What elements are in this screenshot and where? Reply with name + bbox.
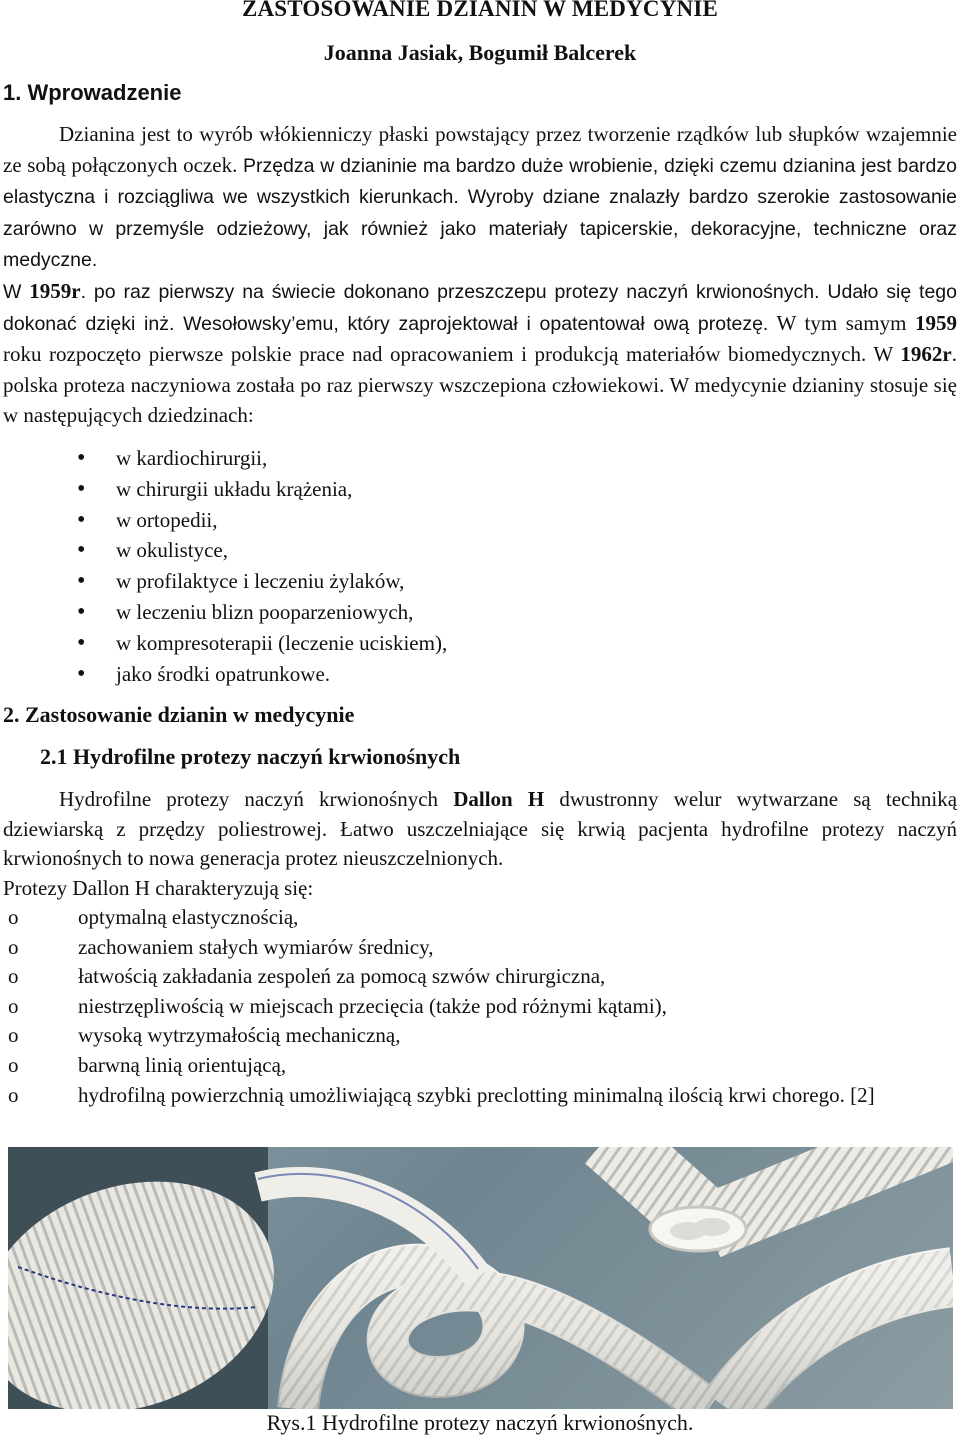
dallon-h-bold: Dallon H bbox=[453, 787, 545, 811]
authors-text: Joanna Jasiak, Bogumił Balcerek bbox=[323, 40, 637, 65]
year-1962r: 1962r bbox=[900, 342, 952, 367]
list-item: o barwną linią orientującą, bbox=[3, 1051, 913, 1081]
intro-text-d1: W tym samym bbox=[768, 310, 915, 335]
circle-bullet-icon: o bbox=[8, 964, 19, 989]
year-1959: 1959 bbox=[914, 310, 957, 335]
circle-bullet-icon: o bbox=[8, 934, 19, 959]
properties-list bbox=[3, 903, 913, 1110]
intro-text-a: Dzianina jest to wyrób włókienniczy płaski powstający przez tworzenie rządków lub słupków wzajemnie ze sobą połączonych oczek. bbox=[3, 122, 957, 177]
dallon-text-a2: dwustronny welur wytwarzane są techniką dziewiarską z przędzy poliestrowej. Łatwo uszczelniające się krwią pacjenta hydrofilne protezy naczyń krwionośnych to nowa generacja protez nieuszczelnionych. bbox=[3, 787, 958, 871]
prostheses-illustration bbox=[8, 1147, 953, 1409]
section-2-1-heading: 2.1 Hydrofilne protezy naczyń krwionośnych bbox=[40, 744, 461, 769]
circle-bullet-icon: o bbox=[8, 1082, 19, 1107]
circle-bullet-icon: o bbox=[8, 993, 19, 1018]
section-1-heading: 1. Wprowadzenie bbox=[3, 80, 182, 105]
figure-caption: Rys.1 Hydrofilne protezy naczyń krwionośnych. bbox=[266, 1410, 694, 1435]
vascular-prostheses-photo bbox=[8, 1147, 953, 1409]
circle-bullet-icon: o bbox=[8, 1052, 19, 1077]
year-1959r: 1959r bbox=[29, 278, 81, 303]
list-item: • w ortopedii, bbox=[3, 505, 903, 536]
list-item: o wysoką wytrzymałością mechaniczną, bbox=[3, 1021, 913, 1051]
list-item: • w chirurgii układu krążenia, bbox=[3, 474, 903, 505]
dallon-text-a1: Hydrofilne protezy naczyń krwionośnych bbox=[59, 787, 454, 811]
circle-bullet-icon: o bbox=[8, 905, 19, 929]
applications-list bbox=[3, 443, 903, 689]
document-title: ZASTOSOWANIE DZIANIN W MEDYCYNIE bbox=[241, 0, 719, 21]
intro-text-d2: roku rozpoczęto pierwsze polskie prace nad opracowaniem i produkcją materiałów biomedycznych. W bbox=[3, 342, 901, 367]
section-2-heading: 2. Zastosowanie dzianin w medycynie bbox=[3, 702, 355, 727]
intro-text-c1: W bbox=[3, 280, 30, 303]
list-item: o hydrofilną powierzchnią umożliwiającą szybki preclotting minimalną ilością krwi chorego. [2] bbox=[3, 1081, 913, 1111]
list-item: o zachowaniem stałych wymiarów średnicy, bbox=[3, 933, 913, 963]
circle-bullet-icon: o bbox=[8, 1023, 19, 1048]
section-2-1-text bbox=[3, 785, 957, 903]
section-1-intro bbox=[3, 119, 957, 431]
list-item: • w okulistyce, bbox=[3, 535, 903, 566]
list-item: o optymalną elastycznością, bbox=[3, 903, 913, 933]
list-item: o niestrzępliwością w miejscach przecięcia (także pod różnymi kątami), bbox=[3, 992, 913, 1022]
intro-text-b: Przędza w dzianinie ma bardzo duże wrobienie, dzięki czemu dzianina jest bardzo elastyczna i rozciągliwa we wszystkich kierunkach. Wyroby dziane znalazły bardzo szerokie zastosowanie zarówno w przemyśle odzieżowy, jak również jako materiały tapicerskie, dekoracyjne, techniczne oraz medyczne. bbox=[3, 154, 957, 272]
list-item: • w leczeniu blizn pooparzeniowych, bbox=[3, 597, 903, 628]
intro-text-d3: . polska proteza naczyniowa została po raz pierwszy wszczepiona człowiekowi. W medycynie dzianiny stosuje się w następujących dziedzinach: bbox=[3, 342, 957, 428]
document-authors bbox=[0, 40, 960, 66]
list-item: o łatwością zakładania zespoleń za pomocą szwów chirurgiczna, bbox=[3, 962, 913, 992]
dallon-text-b: Protezy Dallon H charakteryzują się: bbox=[3, 875, 314, 900]
list-item: • w kompresoterapii (leczenie uciskiem), bbox=[3, 628, 903, 659]
list-item: • w kardiochirurgii, bbox=[3, 443, 903, 474]
list-item: • jako środki opatrunkowe. bbox=[3, 659, 903, 690]
intro-text-c2: . po raz pierwszy na świecie dokonano przeszczepu protezy naczyń krwionośnych. Udało się tego dokonać dzięki inż. Wesołowsky’emu, który zaprojektował i opatentował ową protezę. bbox=[3, 280, 957, 335]
list-item: • w profilaktyce i leczeniu żylaków, bbox=[3, 566, 903, 597]
